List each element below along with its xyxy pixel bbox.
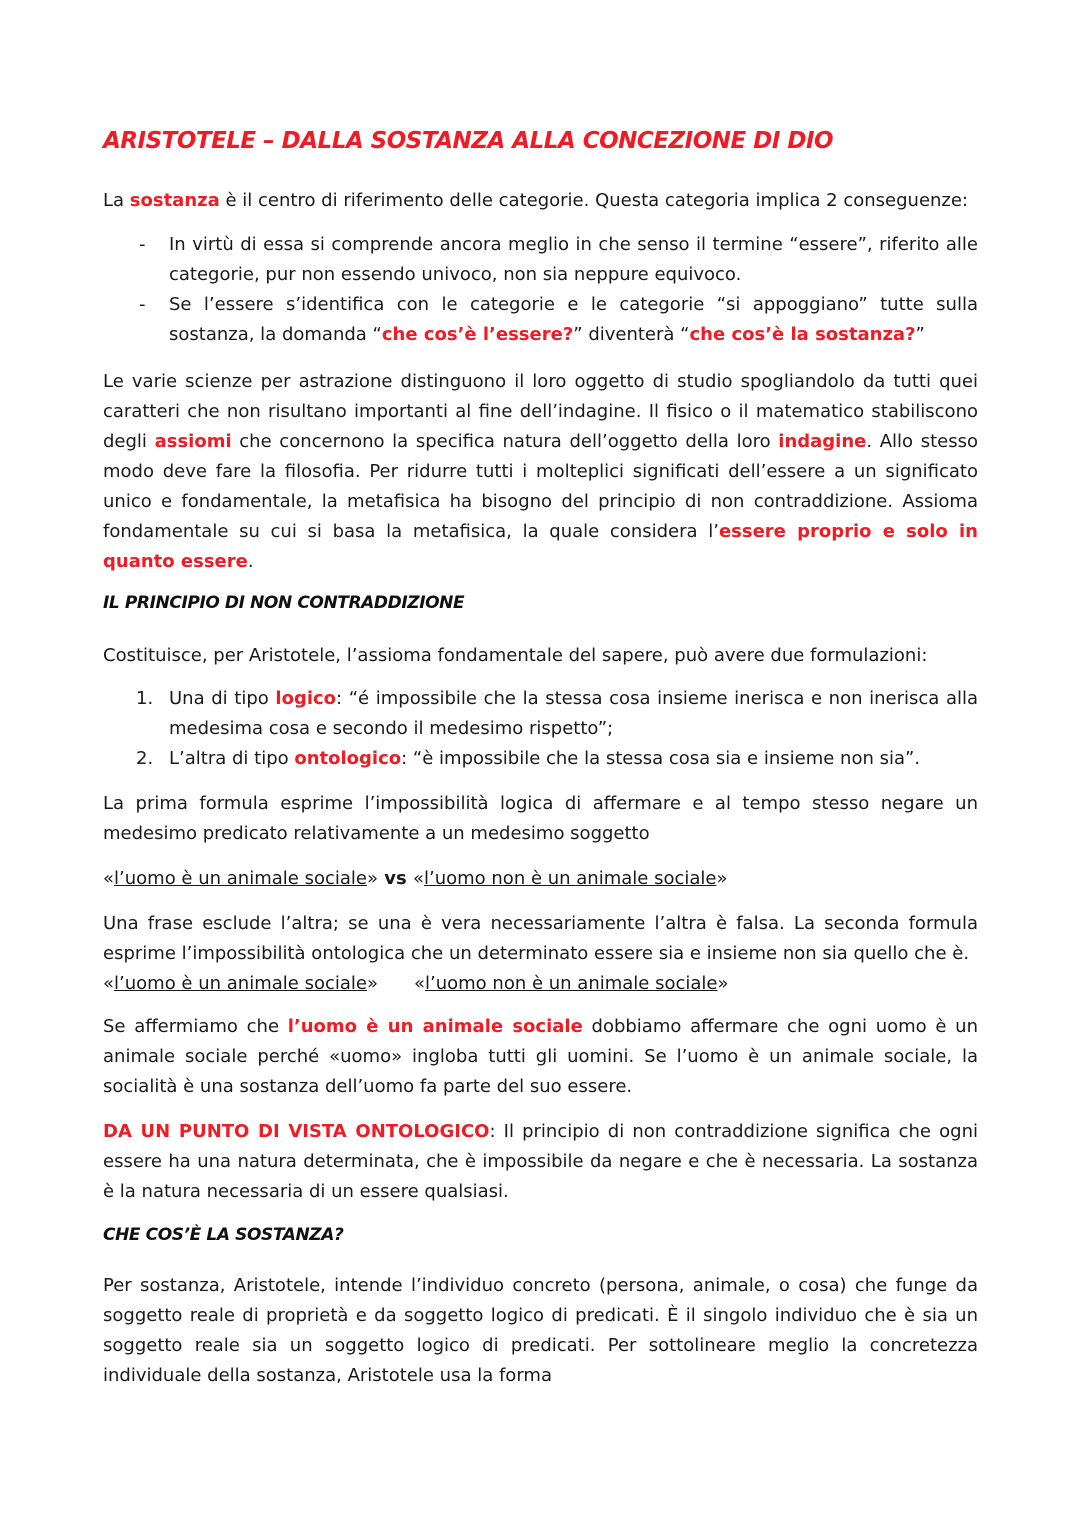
list-item	[103, 744, 978, 774]
bullet-list	[103, 230, 978, 350]
intro-paragraph	[103, 186, 978, 216]
paragraph-seconda-formula: Una frase esclude l’altra; se una è vera necessariamente l’altra è falsa. La seconda formula esprime l’impossibilità ontologica che un determinato essere sia e insieme non sia quello che è.	[103, 913, 978, 964]
text-run: Se l’essere s’identifica con le categorie e le categorie “si appoggiano” tutte sulla sostanza, la domanda “	[169, 294, 978, 345]
text-run: Le varie scienze per astrazione distinguono il loro oggetto di studio spogliandolo da tutti quei caratteri che non risultano importanti al fine dell’indagine. Il fisico o il matematico stabiliscono degli	[103, 371, 978, 452]
paragraph-scienze	[103, 367, 978, 577]
text-run: è il centro di riferimento delle categorie. Questa categoria implica 2 conseguenze:	[219, 190, 969, 211]
text-run: ” diventerà “	[573, 324, 690, 345]
text-run: : “é impossibile che la stessa cosa insieme inerisca e non inerisca alla medesima cosa e secondo il medesimo rispetto”;	[169, 688, 979, 739]
paragraph-ontologico	[103, 1117, 978, 1207]
text-run: .	[247, 551, 254, 572]
quote-mark: «	[103, 868, 115, 889]
quote-mark: «	[103, 973, 115, 994]
bullet-dash: -	[139, 294, 146, 315]
bullet-dash: -	[139, 234, 146, 255]
paragraph-prima-formula: La prima formula esprime l’impossibilità logica di affermare e al tempo stesso negare un medesimo predicato relativamente a un medesimo soggetto	[103, 793, 978, 844]
keyword-assiomi: assiomi	[154, 431, 232, 452]
quote-mark: »	[717, 973, 729, 994]
quote-mark: «	[412, 868, 424, 889]
paragraph-formulazioni: Costituisce, per Aristotele, l’assioma fondamentale del sapere, può avere due formulazioni:	[103, 645, 928, 666]
example-line-2	[103, 969, 978, 999]
keyword-indagine: indagine	[778, 431, 867, 452]
quote-mark: »	[366, 868, 378, 889]
document-title: ARISTOTELE – DALLA SOSTANZA ALLA CONCEZIONE DI DIO	[103, 128, 834, 154]
list-item	[103, 290, 978, 350]
text-run: La	[103, 190, 130, 211]
keyword-logico: logico	[275, 688, 337, 709]
list-item-text: In virtù di essa si comprende ancora meglio in che senso il termine “essere”, riferito alle categorie, pur non essendo univoco, non sia neppure equivoco.	[169, 234, 978, 285]
paragraph-affermiamo	[103, 1012, 978, 1102]
quote-mark: «	[413, 973, 425, 994]
text-run: ”	[915, 324, 925, 345]
text-run: . Allo stesso modo deve fare la filosofia. Per ridurre tutti i molteplici significati dell’essere a un significato unico e fondamentale, la metafisica ha bisogno del principio di non contraddizione. Assioma fondamentale su cui si basa la metafisica, la quale considera l’	[103, 431, 978, 542]
example-affirmation: l’uomo è un animale sociale	[114, 868, 367, 889]
text-run: : Il principio di non contraddizione significa che ogni essere ha una natura determinata, che è impossibile da negare e che è necessaria. La sostanza è la natura necessaria di un essere qualsiasi.	[103, 1121, 978, 1202]
keyword-animale-sociale: l’uomo è un animale sociale	[287, 1016, 583, 1037]
list-item	[103, 230, 978, 290]
keyword-sostanza: sostanza	[129, 190, 220, 211]
text-run: Una di tipo	[169, 688, 276, 709]
text-run: dobbiamo affermare che ogni uomo è un animale sociale perché «uomo» ingloba tutti gli uomini. Se l’uomo è un animale sociale, la socialità è una sostanza dell’uomo fa parte del suo essere.	[103, 1016, 978, 1097]
quote-mark: »	[716, 868, 728, 889]
text-run: che concernono la specifica natura dell’oggetto della loro	[231, 431, 779, 452]
keyword-question: che cos’è l’essere?	[381, 324, 574, 345]
section-heading-sostanza: CHE COS’È LA SOSTANZA?	[103, 1225, 344, 1245]
list-number: 2.	[136, 748, 154, 769]
list-item	[103, 684, 978, 744]
text-run: L’altra di tipo	[169, 748, 295, 769]
example-negation: l’uomo non è un animale sociale	[425, 973, 718, 994]
example-line-1	[103, 864, 978, 894]
keyword-punto-di-vista: DA UN PUNTO DI VISTA ONTOLOGICO	[103, 1121, 490, 1142]
keyword-ontologico: ontologico	[294, 748, 402, 769]
example-affirmation: l’uomo è un animale sociale	[114, 973, 367, 994]
text-run: Se affermiamo che	[103, 1016, 288, 1037]
keyword-question: che cos’è la sostanza?	[689, 324, 916, 345]
example-negation: l’uomo non è un animale sociale	[423, 868, 717, 889]
paragraph-definizione-sostanza: Per sostanza, Aristotele, intende l’individuo concreto (persona, animale, o cosa) che funge da soggetto reale di proprietà e da soggetto logico di predicati. È il singolo individuo che è sia un soggetto reale sia un soggetto logico di predicati. Per sottolineare meglio la concretezza individuale della sostanza, Aristotele usa la forma	[103, 1275, 978, 1386]
list-number: 1.	[136, 688, 154, 709]
text-run: : “è impossibile che la stessa cosa sia e insieme non sia”.	[401, 748, 921, 769]
versus-label: vs	[377, 868, 413, 889]
keyword-essere: essere proprio e solo in quanto essere	[103, 521, 978, 572]
numbered-list	[103, 684, 978, 774]
section-heading-principio: IL PRINCIPIO DI NON CONTRADDIZIONE	[103, 593, 465, 613]
quote-mark: »	[366, 973, 378, 994]
